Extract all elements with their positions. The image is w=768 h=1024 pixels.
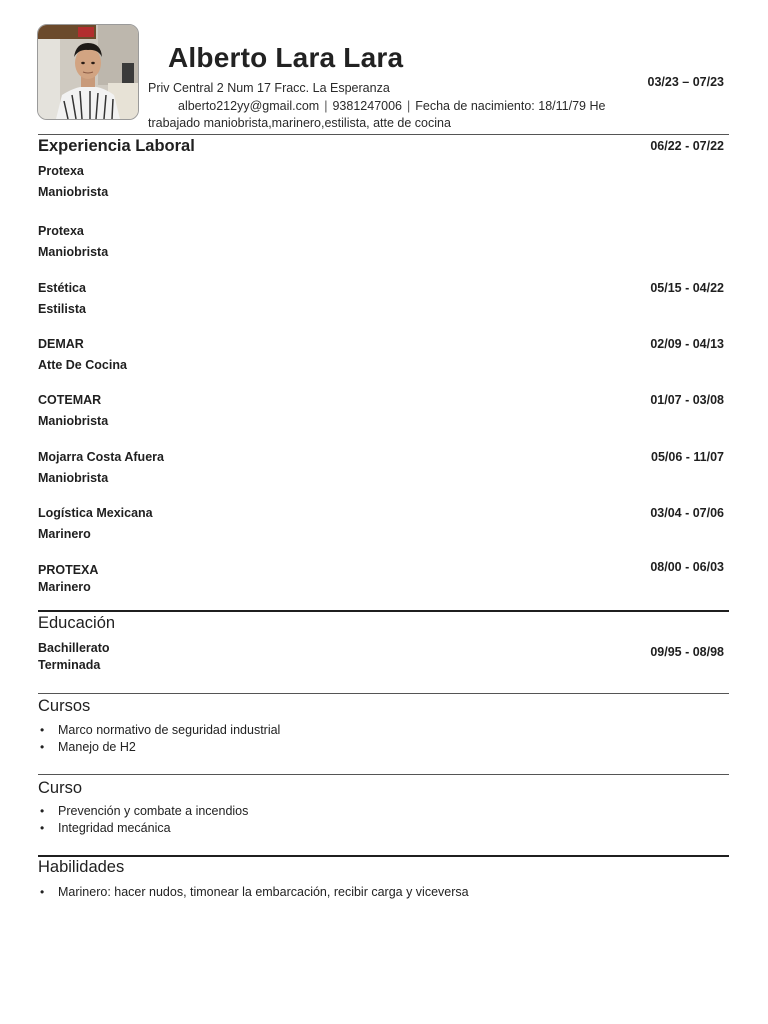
- divider: [38, 774, 729, 775]
- section-title-skills: Habilidades: [38, 858, 125, 876]
- employer: COTEMAR: [38, 393, 102, 407]
- list-item: • Prevención y combate a incendios: [38, 803, 248, 820]
- section-title-education: Educación: [38, 614, 116, 632]
- list-item: • Manejo de H2: [38, 739, 280, 756]
- employer: Logística Mexicana: [38, 506, 153, 520]
- job-role: Atte De Cocina: [38, 358, 127, 372]
- date-range: 09/95 - 08/98: [650, 645, 724, 659]
- experience-entry: [38, 450, 724, 494]
- experience-entry: [38, 506, 724, 550]
- employer: Protexa: [38, 224, 84, 238]
- date-range: 03/04 - 07/06: [650, 506, 724, 520]
- date-range: 05/06 - 11/07: [651, 450, 724, 464]
- date-range: 01/07 - 03/08: [650, 393, 724, 407]
- course-list: [38, 803, 248, 837]
- summary: trabajado maniobrista,marinero,estilista, atte de cocina: [148, 116, 451, 130]
- email: alberto212yy@gmail.com: [178, 99, 320, 113]
- date-range: 08/00 - 06/03: [650, 560, 724, 574]
- candidate-name: Alberto Lara Lara: [168, 42, 404, 73]
- job-role: Marinero: [38, 580, 91, 594]
- job-role: Maniobrista: [38, 245, 109, 259]
- experience-entry: [38, 393, 724, 437]
- date-range: 02/09 - 04/13: [650, 337, 724, 351]
- phone: 9381247006: [332, 99, 403, 113]
- list-item: • Marinero: hacer nudos, timonear la embarcación, recibir carga y viceversa: [38, 884, 469, 901]
- date-range: 06/22 - 07/22: [650, 139, 724, 153]
- employer: Protexa: [38, 164, 84, 178]
- employer: PROTEXA: [38, 563, 99, 577]
- section-title-experience: Experiencia Laboral: [38, 137, 195, 155]
- job-role: Maniobrista: [38, 414, 109, 428]
- divider: [38, 610, 729, 612]
- job-role: Marinero: [38, 527, 91, 541]
- employer: DEMAR: [38, 337, 84, 351]
- birth-date: Fecha de nacimiento: 18/11/79 He: [415, 99, 606, 113]
- list-item: • Marco normativo de seguridad industrial: [38, 722, 280, 739]
- courses-list: [38, 722, 280, 756]
- experience-entry: [38, 224, 724, 268]
- divider: [38, 693, 729, 694]
- education-status: Terminada: [38, 658, 101, 672]
- header-date: 03/23 – 07/23: [647, 75, 724, 89]
- address: Priv Central 2 Num 17 Fracc. La Esperanza: [148, 81, 390, 95]
- education-entry: [38, 641, 724, 685]
- divider: [38, 855, 729, 857]
- section-title-course: Curso: [38, 779, 83, 797]
- experience-entry: [38, 281, 724, 325]
- profile-photo: [37, 24, 139, 120]
- section-title-courses: Cursos: [38, 697, 91, 715]
- job-role: Maniobrista: [38, 185, 109, 199]
- job-role: Maniobrista: [38, 471, 109, 485]
- experience-entry: [38, 164, 724, 208]
- contact-info: alberto212yy@gmail.com | 9381247006 | Fecha de nacimiento: 18/11/79 He trabajado maniobrista,marinero,estilista, atte de cocina: [148, 99, 606, 130]
- experience-entry: [38, 337, 724, 381]
- divider: [38, 134, 729, 135]
- date-range: 05/15 - 04/22: [650, 281, 724, 295]
- employer: Mojarra Costa Afuera: [38, 450, 164, 464]
- skills-list: [38, 884, 469, 901]
- school: Bachillerato: [38, 641, 110, 655]
- job-role: Estilista: [38, 302, 86, 316]
- list-item: • Integridad mecánica: [38, 820, 248, 837]
- employer: Estética: [38, 281, 86, 295]
- experience-entry: [38, 563, 724, 607]
